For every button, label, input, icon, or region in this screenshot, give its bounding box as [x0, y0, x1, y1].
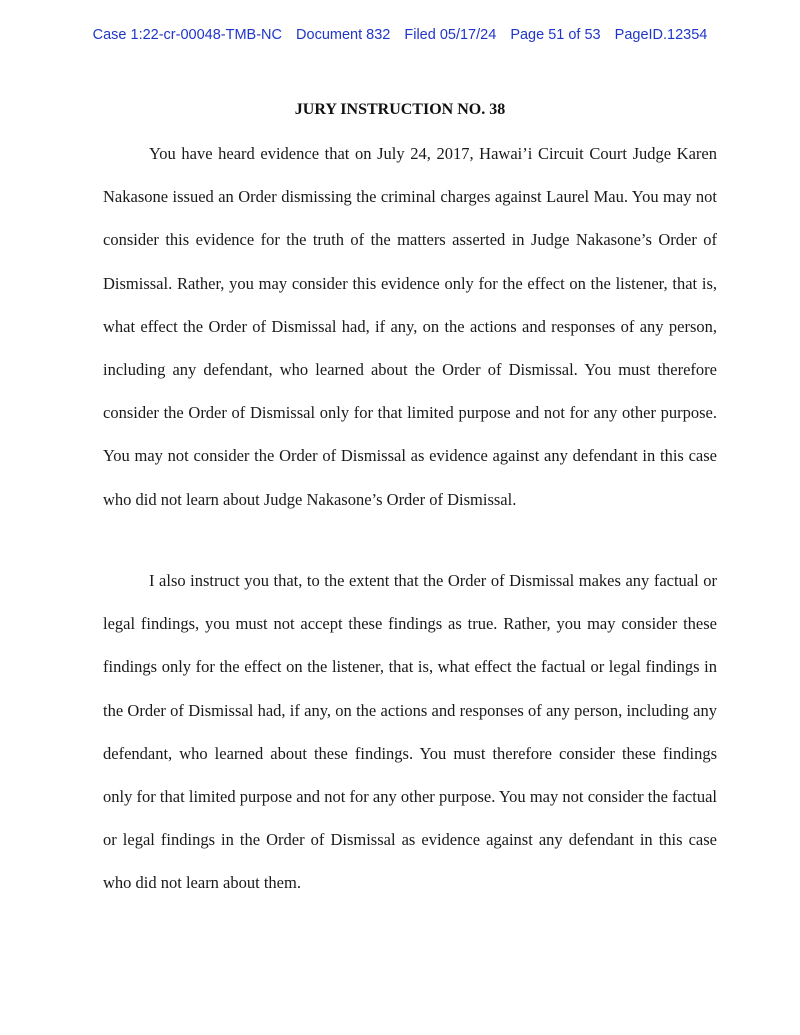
instruction-title: JURY INSTRUCTION NO. 38 [294, 101, 506, 118]
filing-header [0, 27, 800, 43]
page-count: Page 51 of 53 [510, 27, 601, 43]
filed-date: Filed 05/17/24 [404, 27, 497, 43]
page-id: PageID.12354 [614, 27, 708, 43]
paragraph-2: I also instruct you that, to the extent that the Order of Dismissal makes any factual or legal findings, you must not accept these findings as true. Rather, you may consider these findings only for the effect on the listener, that is, what effect the factual or legal findings in the Order of Dismissal had, if any, on the actions and responses of any person, including any defendant, who learned about these findings. You must therefore consider these findings only for that limited purpose and not for any other purpose. You may not consider the factual or legal findings in the Order of Dismissal as evidence against any defendant in this case who did not learn about them. [103, 571, 717, 893]
document-number: Document 832 [296, 27, 391, 43]
case-number: Case 1:22-cr-00048-TMB-NC [92, 27, 282, 43]
paragraph-1: You have heard evidence that on July 24, 2017, Hawai’i Circuit Court Judge Karen Nakasone issued an Order dismissing the criminal charges against Laurel Mau. You may not consider this evidence for the truth of the matters asserted in Judge Nakasone’s Order of Dismissal. Rather, you may consider this evidence only for the effect on the listener, that is, what effect the Order of Dismissal had, if any, on the actions and responses of any person, including any defendant, who learned about the Order of Dismissal. You must therefore consider the Order of Dismissal only for that limited purpose and not for any other purpose. You may not consider the Order of Dismissal as evidence against any defendant in this case who did not learn about Judge Nakasone’s Order of Dismissal. [103, 144, 717, 509]
